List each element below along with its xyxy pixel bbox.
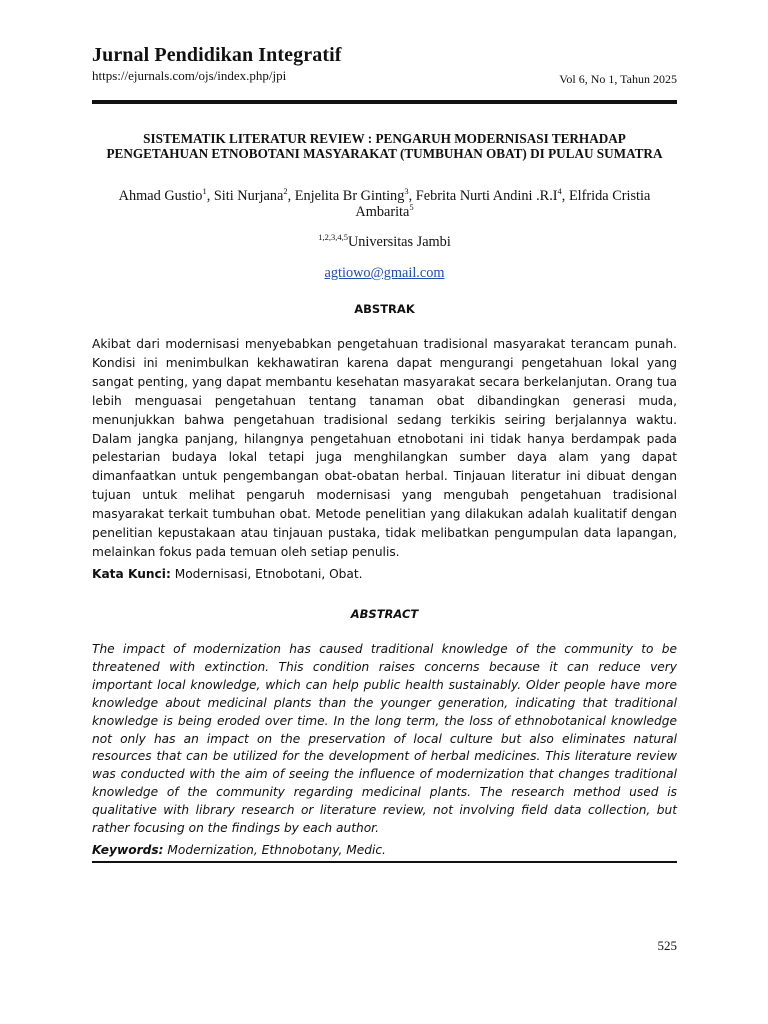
author-name: Siti Nurjana bbox=[213, 188, 284, 204]
keywords-values: Modernization, Ethnobotany, Medic. bbox=[167, 843, 386, 857]
abstract-divider bbox=[92, 861, 677, 863]
author-sup: 1 bbox=[202, 186, 207, 196]
keywords bbox=[92, 843, 677, 857]
article-title: SISTEMATIK LITERATUR REVIEW : PENGARUH MODERNISASI TERHADAP PENGETAHUAN ETNOBOTANI MASYARAKAT (TUMBUHAN OBAT) DI PULAU SUMATRA bbox=[106, 131, 663, 161]
author-sup: 4 bbox=[557, 186, 562, 196]
author-list: Ahmad Gustio$^1$, Siti Nurjana$^2$, Enjelita Br Ginting$^3$, Febrita Nurti Andini $.R.I^4$, Elfrida Cristia Ambarita$^5$ bbox=[118, 186, 651, 220]
keywords-label: Keywords: bbox=[92, 843, 164, 857]
kata-kunci-values: Modernisasi, Etnobotani, Obat. bbox=[174, 567, 363, 581]
journal-url: https://ejurnals.com/ojs/index.php/jpi bbox=[92, 68, 287, 83]
abstract-heading: ABSTRACT bbox=[350, 607, 419, 621]
header-divider bbox=[92, 100, 677, 104]
author-sup: 2 bbox=[283, 186, 288, 196]
author-name: Ahmad Gustio bbox=[118, 188, 203, 204]
affiliation-name: Universitas Jambi bbox=[347, 234, 451, 250]
email-link[interactable]: agtiowo@gmail.com bbox=[324, 265, 445, 281]
volume-info: Vol 6, No 1, Tahun 2025 bbox=[559, 72, 677, 86]
affiliation bbox=[92, 234, 677, 251]
abstract-body: The impact of modernization has caused traditional knowledge of the community to be threatened with extinction. This condition raises concerns because it can reduce very important local knowledge, which can help public health sustainably. Older people have more knowledge about medicinal plants than the younger generation, indicating that traditional knowledge is being eroded over time. In the long term, the loss of ethnobotanical knowledge not only has an impact on the preservation of local culture but also eliminates natural resources that can be utilized for the development of herbal medicines. This literature review was conducted with the aim of seeing the influence of modernization that changes traditional knowledge of the community regarding medicinal plants. The research method used is qualitative with library research or literature review, not involving field data collection, but rather focusing on the findings by each author. bbox=[92, 642, 677, 836]
author-name: Enjelita Br Ginting bbox=[294, 188, 405, 204]
author-name: Elfrida Cristia Ambarita bbox=[355, 188, 651, 220]
email-line bbox=[92, 265, 677, 282]
affiliation-sup: 1,2,3,4,5 bbox=[318, 232, 348, 242]
abstrak-body: Akibat dari modernisasi menyebabkan pengetahuan tradisional masyarakat terancam punah. Kondisi ini menimbulkan kekhawatiran karena dapat mengurangi pengetahuan lokal yang sangat penting, yang dapat membantu kesehatan masyarakat secara berkelanjutan. Orang tua lebih menguasai pengetahuan tentang tanaman obat dibandingkan generasi muda, menunjukkan bahwa pengetahuan tradisional sedang terkikis seiring berjalannya waktu. Dalam jangka panjang, hilangnya pengetahuan etnobotani ini tidak hanya berdampak pada pelestarian budaya lokal tetapi juga menghilangkan sumber daya alam yang dapat dimanfaatkan untuk pengembangan obat-obatan herbal. Tinjauan literatur ini dibuat dengan tujuan untuk melihat pengaruh modernisasi yang mengubah pengetahuan tradisional masyarakat terkait tumbuhan obat. Metode penelitian yang dilakukan adalah kualitatif dengan penelitian kepustakaan atau tinjauan pustaka, tidak melibatkan pengumpulan data lapangan, melainkan fokus pada temuan oleh setiap penulis. bbox=[92, 337, 677, 559]
kata-kunci bbox=[92, 567, 677, 581]
abstrak-heading: ABSTRAK bbox=[354, 302, 415, 316]
page-number: 525 bbox=[657, 938, 677, 953]
kata-kunci-label: Kata Kunci: bbox=[92, 567, 171, 581]
journal-title: Jurnal Pendidikan Integratif bbox=[92, 44, 342, 66]
author-sup: 5 bbox=[409, 202, 414, 212]
author-name: Febrita Nurti Andini .R.I bbox=[415, 188, 558, 204]
author-sup: 3 bbox=[404, 186, 409, 196]
